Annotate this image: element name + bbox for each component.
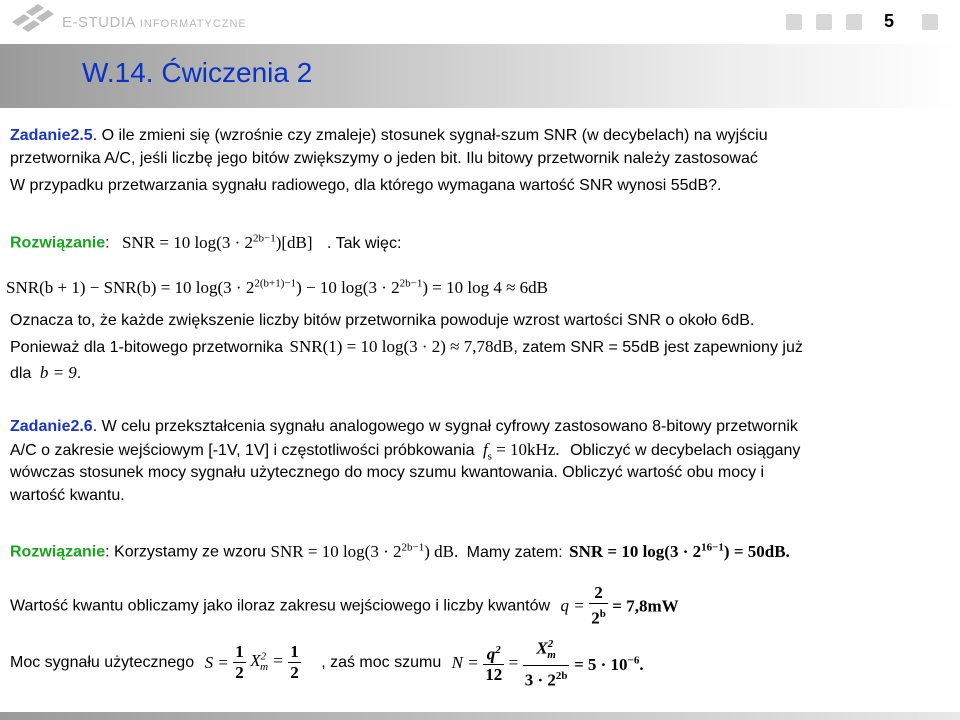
page-number: 5 (884, 11, 895, 31)
task2-line4: wartość kwantu. (10, 487, 125, 504)
solution2-label: Rozwiązanie (10, 543, 106, 561)
solution2-line: Rozwiązanie: Korzystamy ze wzoru SNR = 10 $\log(3 \cdot 2^{2b-1})$ dB. Mamy zatem: SNR = 10 $\log(3 \cdot 2^{16-1}) = 50dB$. (10, 541, 790, 561)
conclusion-line2: Ponieważ dla 1-bitowego przetwornika SNR(1) = 10 log(3 · 2) ≈ 7,78dB, zatem SNR = 55dB jest zapewniony już (10, 337, 803, 356)
signal-power-fraction-1: $\frac{1}{2}$ (235, 641, 244, 682)
conclusion-line1: Oznacza to, że każde zwiększenie liczby bitów przetwornika powoduje wzrost wartości SNR o około 6dB. (10, 312, 755, 329)
slide-header (0, 0, 960, 44)
snr-formula: SNR = 10 $\log(3 \cdot 2^{2b-1})[dB]$ (122, 232, 313, 252)
snr-formula-2: SNR = 10 $\log(3 \cdot 2^{2b-1})$ dB. (270, 541, 459, 561)
e-studia-logo-icon (8, 4, 56, 38)
nav-square-icon[interactable] (786, 14, 802, 30)
snr-result-formula: SNR = 10 $\log(3 \cdot 2^{16-1}) = 50dB$. (569, 541, 790, 561)
brand-name: E-STUDIA INFORMATYCZNE (62, 14, 247, 31)
nav-square-icon[interactable] (816, 14, 832, 30)
conclusion-line3: dla b = 9. (10, 363, 82, 382)
solution1-label: Rozwiązanie (10, 234, 106, 252)
quant-line: Wartość kwantu obliczamy jako iloraz zakresu wejściowego i liczby kwantów q = $\frac{2}{2^b}$ = 7,8mW (10, 583, 679, 628)
snr-difference-formula: SNR(b + 1) − SNR(b) = 10 $\log(3 \cdot 2^{2(b+1)-1}) - 10$ $\log(3 \cdot 2^{2b-1}) = 10$ log 4 ≈ 6dB (6, 277, 548, 297)
task1-line1: Zadanie2.5. O ile zmieni się (wzrośnie czy zmaleje) stosunek sygnał-szum SNR (w decybelach) na wyjściu (10, 127, 768, 144)
task1-label: Zadanie2.5 (10, 127, 93, 144)
quant-fraction: $\frac{2}{2^b}$ (591, 583, 606, 628)
sampling-frequency: $f_s = 10kHz$. (482, 440, 560, 463)
solution1-line: Rozwiązanie: SNR = 10 $\log(3 \cdot 2^{2b-1})[dB]$ . Tak więc: (10, 232, 402, 252)
nav-square-icon[interactable] (922, 14, 938, 30)
task2-line3: wówczas stosunek mocy sygnału użytecznego do mocy szumu kwantowania. Obliczyć wartość obu mocy i (10, 464, 765, 481)
b-value: b = 9 (39, 363, 77, 382)
nav-square-icon[interactable] (846, 14, 862, 30)
footer-bar (0, 712, 960, 720)
noise-power-fraction-1: $\frac{q^2}{12}$ (485, 643, 503, 685)
task1-line2: przetwornika A/C, jeśli liczbę jego bitów zwiększymy o jeden bit. Ilu bitowy przetwornik należy zastosować (10, 150, 758, 167)
task2-line2: A/C o zakresie wejściowym [-1V, 1V] i częstotliwości próbkowania $f_s = 10kHz$. Obliczyć w decybelach osiągany (10, 440, 801, 463)
task1-line3: W przypadku przetwarzania sygnału radiowego, dla którego wymagana wartość SNR wynosi 55dB?. (10, 177, 722, 194)
signal-power-fraction-2: $\frac{1}{2}$ (290, 641, 299, 682)
task2-label: Zadanie2.6 (10, 418, 93, 435)
snr1-formula: SNR(1) = 10 log(3 · 2) ≈ 7,78dB (289, 337, 514, 356)
task2-line1: Zadanie2.6. W celu przekształcenia sygnału analogowego w sygnał cyfrowy zastosowano 8-bitowy przetwornik (10, 418, 798, 435)
noise-power-fraction-2: $\frac{X^2_m}{3 \cdot 2^{2b}}$ (524, 638, 568, 690)
slide-title: W.14. Ćwiczenia 2 (82, 57, 313, 88)
power-line: Moc sygnału użytecznego S = $\frac{1}{2}$ $X^2_m$ = $\frac{1}{2}$ , zaś moc szumu N = $\frac{q^2}{12}$ = $\frac{X^2_m}{3 \cdot 2^{2b}}$ = $5 \cdot 10^{-6}$. (10, 634, 644, 691)
